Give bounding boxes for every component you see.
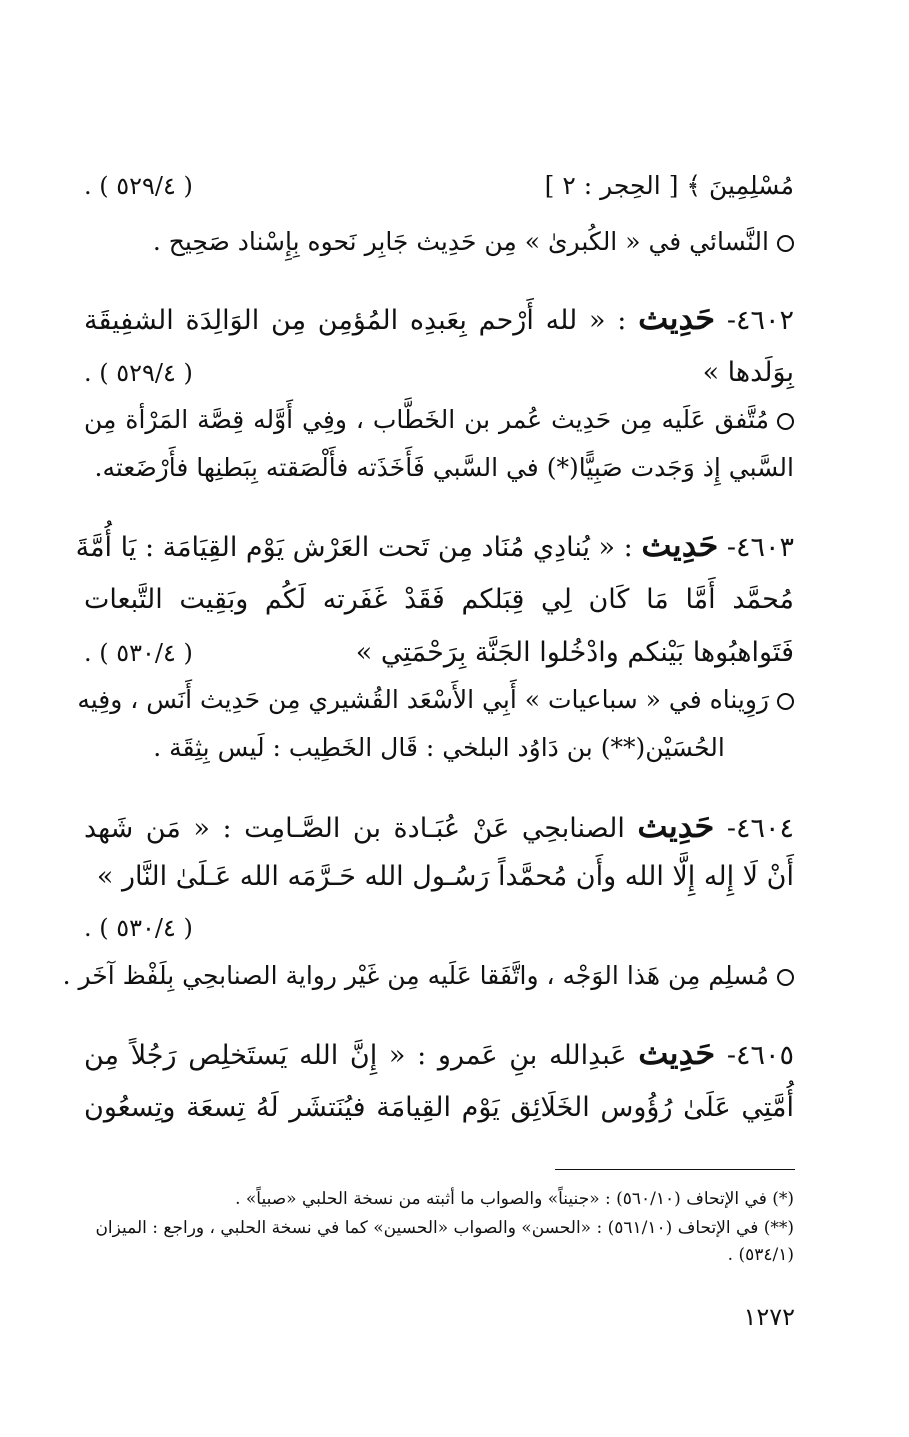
hadith-text: فَتَواهبُوها بَيْنكم وادْخُلوا الجَنَّة بِرَحْمَتِي » — [355, 637, 794, 668]
hadith-4602-note-1 — [84, 400, 794, 440]
circle-bullet-icon — [777, 969, 794, 986]
hadith-text: أُمَّتِي عَلَىٰ رُؤُوس الخَلَائِق يَوْم القِيامَة فيُنَتشَر لَهُ تِسعَة وتِسعُون — [84, 1092, 794, 1123]
hadith-4603-line-1 — [75, 522, 794, 568]
hadith-text: الصنابحِي عَنْ عُبَـادة بن الصَّـامِت : « مَن شَهد — [84, 813, 625, 844]
hadith-4605-line-1 — [84, 1030, 794, 1076]
hadith-number: ٤٦٠٢- — [726, 305, 794, 336]
hadith-4604-line-1 — [84, 803, 794, 849]
hadith-4602-note-2 — [84, 448, 794, 488]
circle-bullet-icon — [777, 413, 794, 430]
hadith-4604-note-1 — [62, 956, 794, 996]
hadith-label: حَدِيث — [637, 807, 715, 845]
note-text: الحُسَيْن(**) بن دَاوُد البلخي : قَال الخَطِيب : لَيس بِثِقَة . — [153, 733, 725, 762]
hadith-4603-note-2 — [84, 728, 794, 768]
hadith-4604-reference: ( ٥٣٠/٤ ) . — [84, 914, 193, 942]
note-text: مُتَّفق عَلَيه مِن حَدِيث عُمر بن الخَطَّاب ، وفِي أَوَّله قِصَّة المَرْأة مِن — [84, 405, 769, 434]
hadith-4604-line-2 — [84, 854, 794, 900]
note-text: السَّبي إِذ وَجَدت صَبِيًّا(*) في السَّبي فَأَخَذَته فأَلْصَقته بِبَطنِها فأَرْضَعته. — [94, 453, 794, 482]
hadith-4602-reference: ( ٥٢٩/٤ ) . — [84, 359, 193, 387]
hadith-text: أَنْ لَا إِله إِلَّا الله وأَن مُحمَّداً رَسُـول الله حَـرَّمَه الله عَـلَىٰ النَّار » — [96, 861, 794, 892]
hadith-label: حَدِيث — [641, 526, 719, 564]
verse-reference: ( ٥٢٩/٤ ) . — [84, 172, 193, 200]
circle-bullet-icon — [777, 235, 794, 252]
hadith-4603-note-1 — [77, 680, 794, 720]
verse-text: مُسْلِمِينَ ﴾ [ الحِجر : ٢ ] — [544, 171, 794, 200]
hadith-4603-line-2 — [84, 577, 794, 623]
hadith-text: : « يُنادِي مُنَاد مِن تَحت العَرْش يَوْم القِيَامَة : يَا أُمَّةَ — [75, 532, 633, 563]
nasai-note — [84, 222, 794, 262]
hadith-number: ٤٦٠٣- — [726, 532, 794, 563]
hadith-4602-line-1 — [84, 295, 794, 341]
note-text: مُسلِم مِن هَذا الوَجْه ، واتَّفَقا عَلَيه مِن غَيْر رواية الصنابحِي بِلَفْظ آخَر . — [62, 961, 769, 990]
footnote-divider — [555, 1169, 795, 1170]
hadith-label: حَدِيث — [638, 299, 716, 337]
hadith-text: مُحمَّد أَمَّا مَا كَان لِي قِبَلكم فَقَدْ غَفَرته لَكُم وبَقِيت التَّبعات — [84, 584, 794, 615]
hadith-label: حَدِيث — [638, 1034, 716, 1072]
note-text: رَوِيناه في « سباعيات » أَبِي الأَسْعَد القُشيري مِن حَدِيث أَنَس ، وفِيه — [77, 685, 769, 714]
hadith-number: ٤٦٠٤- — [726, 813, 794, 844]
hadith-text: عَبدِالله بنِ عَمرو : « إِنَّ الله يَستَخلِص رَجُلاً مِن — [84, 1040, 627, 1071]
hadith-text: : « لله أَرْحم بِعَبدِه المُؤمِن مِن الوَالِدَة الشفِيقَة — [84, 305, 627, 336]
hadith-4603-reference: ( ٥٣٠/٤ ) . — [84, 639, 193, 667]
circle-bullet-icon — [777, 693, 794, 710]
page-number: ١٢٧٢ — [743, 1303, 795, 1331]
footnote-1: (*) في الإتحاف (٥٦٠/١٠) : «جنيناً» والصواب ما أثبته من نسخة الحلبي «صبياً» . — [235, 1189, 794, 1209]
hadith-number: ٤٦٠٥- — [726, 1040, 794, 1071]
hadith-4605-line-2 — [84, 1085, 794, 1131]
note-text: النَّسائي في « الكُبرىٰ » مِن حَدِيث جَابِر نَحوه بِإِسْناد صَحِيح . — [152, 227, 769, 256]
hadith-text: بِوَلَدها » — [702, 357, 794, 388]
footnote-2: (**) في الإتحاف (٥٦١/١٠) : «الحسن» والصواب «الحسين» كما في نسخة الحلبي ، وراجع : الميزان — [95, 1218, 794, 1238]
footnote-2-continued: (٥٣٤/١) . — [727, 1245, 794, 1265]
